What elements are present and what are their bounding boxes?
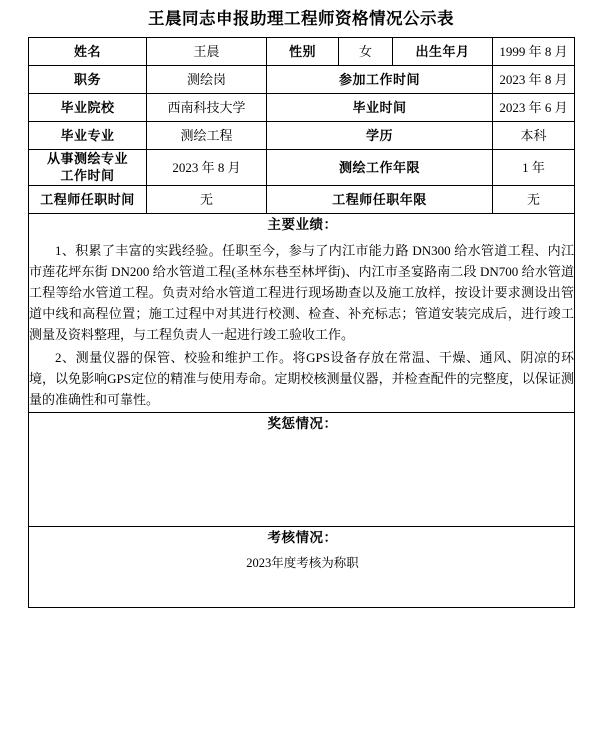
label-education: 学历 bbox=[267, 121, 493, 149]
table-row-assessment bbox=[29, 526, 575, 607]
label-survey-work-time-line1: 从事测绘专业 bbox=[46, 150, 128, 166]
table-row-rewards bbox=[29, 413, 575, 526]
label-graduate-time: 毕业时间 bbox=[267, 93, 493, 121]
label-major: 毕业专业 bbox=[29, 121, 147, 149]
value-gender: 女 bbox=[339, 37, 393, 65]
label-work-start: 参加工作时间 bbox=[267, 65, 493, 93]
value-position: 测绘岗 bbox=[147, 65, 267, 93]
table-row bbox=[29, 185, 575, 213]
value-education: 本科 bbox=[493, 121, 575, 149]
label-school: 毕业院校 bbox=[29, 93, 147, 121]
value-name: 王晨 bbox=[147, 37, 267, 65]
value-survey-work-time: 2023 年 8 月 bbox=[147, 149, 267, 185]
page-title: 王晨同志申报助理工程师资格情况公示表 bbox=[148, 9, 454, 28]
value-birth: 1999 年 8 月 bbox=[493, 37, 575, 65]
label-gender: 性别 bbox=[267, 37, 339, 65]
label-position: 职务 bbox=[29, 65, 147, 93]
value-major: 测绘工程 bbox=[147, 121, 267, 149]
assessment-cell bbox=[29, 526, 575, 607]
table-row-achievements bbox=[29, 213, 575, 413]
label-engineer-term: 工程师任职年限 bbox=[267, 185, 493, 213]
assessment-body: 2023年度考核为称职 bbox=[246, 555, 359, 570]
table-row bbox=[29, 149, 575, 185]
table-row bbox=[29, 121, 575, 149]
value-engineer-appoint: 无 bbox=[147, 185, 267, 213]
label-birth: 出生年月 bbox=[393, 37, 493, 65]
value-work-start: 2023 年 8 月 bbox=[493, 65, 575, 93]
value-school: 西南科技大学 bbox=[147, 93, 267, 121]
label-engineer-appoint: 工程师任职时间 bbox=[29, 185, 147, 213]
label-survey-work-time bbox=[29, 149, 147, 185]
label-survey-years: 测绘工作年限 bbox=[267, 149, 493, 185]
achievements-title: 主要业绩： bbox=[267, 216, 338, 232]
rewards-cell bbox=[29, 413, 575, 526]
rewards-title: 奖惩情况： bbox=[267, 416, 338, 432]
table-row bbox=[29, 37, 575, 65]
label-survey-work-time-line2: 工作时间 bbox=[60, 168, 115, 184]
value-engineer-term: 无 bbox=[493, 185, 575, 213]
label-name: 姓名 bbox=[29, 37, 147, 65]
table-row bbox=[29, 65, 575, 93]
value-survey-years: 1 年 bbox=[493, 149, 575, 185]
achievements-paragraph-1: 1、积累了丰富的实践经验。任职至今，参与了内江市能力路 DN300 给水管道工程、内江市莲花坪东街 DN200 给水管道工程(圣林东巷至林坪街)、内江市圣宴路南二段 DN700 给水管道工程等给水管道工程。负责对给水管道工程进行现场勘查以及施工放样，按设计要求测设出管道中线和高程位置；施工过程中对其进行校测、检查、补充标志；管道安装完成后，进行竣工测量及资料整理，与工程负责人一起进行竣工验收工作。 bbox=[29, 243, 574, 343]
table-row bbox=[29, 93, 575, 121]
info-table bbox=[28, 37, 575, 608]
achievements-paragraph-2: 2、测量仪器的保管、校验和维护工作。将GPS设备存放在常温、干燥、通风、阴凉的环境，以免影响GPS定位的精准与使用寿命。定期校核测量仪器，并检查配件的完整度，以保证测量的准确性和可靠性。 bbox=[29, 350, 574, 408]
achievements-cell bbox=[29, 213, 575, 413]
assessment-title: 考核情况： bbox=[267, 529, 338, 545]
value-graduate-time: 2023 年 6 月 bbox=[493, 93, 575, 121]
rewards-body bbox=[31, 440, 574, 526]
